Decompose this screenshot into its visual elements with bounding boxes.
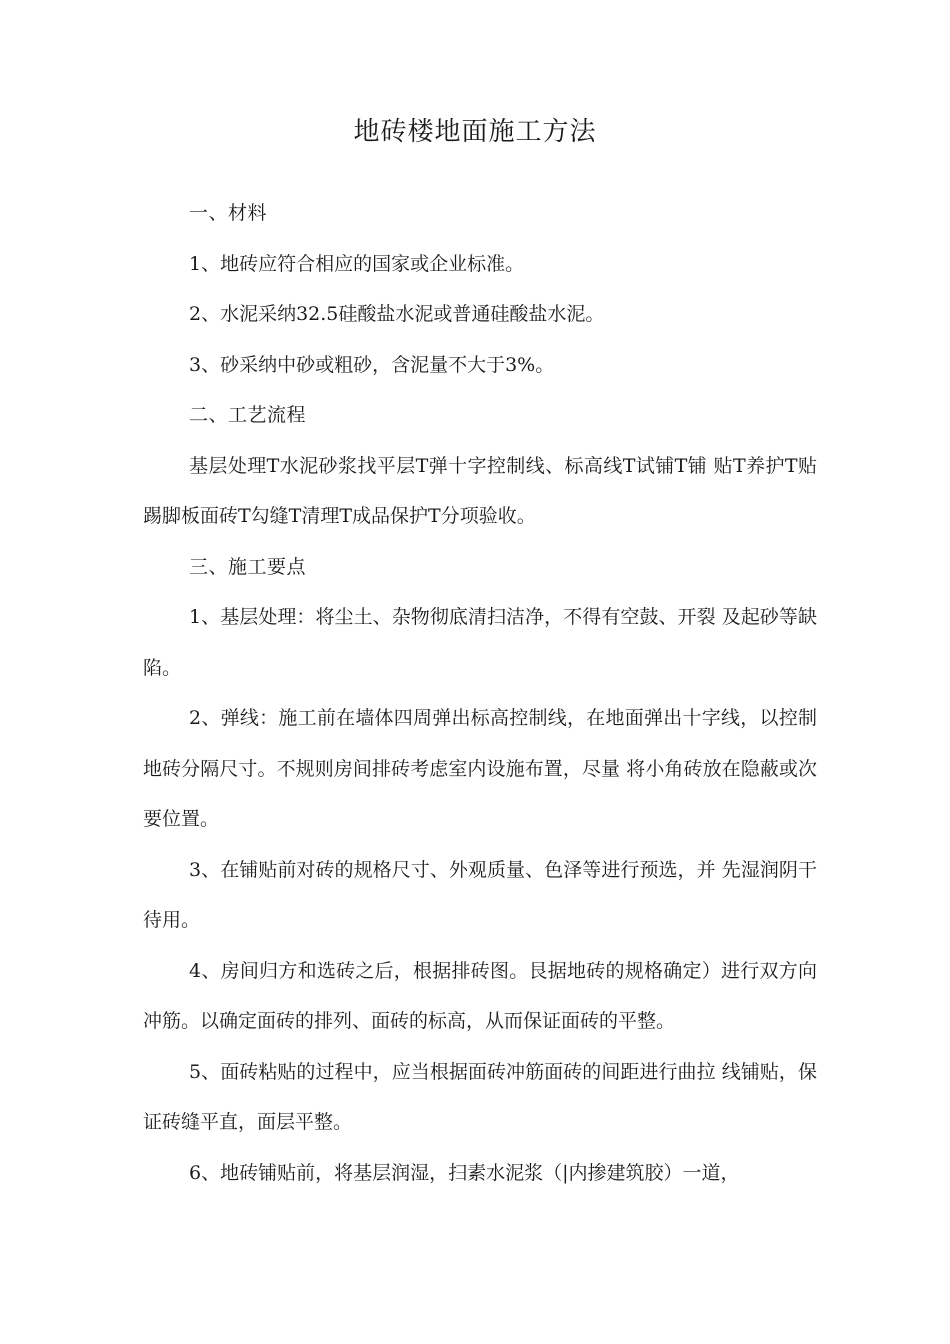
paragraph-material-1: 1、地砖应符合相应的国家或企业标准。	[189, 252, 525, 275]
paragraph-point-2: 2、弹线：施工前在墙体四周弹出标高控制线，在地面弹出十字线，以控制地砖分隔尺寸。不规则房间排砖考虑室内设施布置，尽量 将小角砖放在隐蔽或次要位置。	[143, 707, 817, 830]
section-heading-materials: 一、材料	[189, 202, 268, 224]
paragraph-material-3: 3、砂采纳中砂或粗砂，含泥量不大于3%。	[189, 353, 555, 376]
document-title: 地砖楼地面施工方法	[353, 117, 597, 147]
paragraph-point-6: 6、地砖铺贴前，将基层润湿，扫素水泥浆（|内掺建筑胶）一道，	[189, 1161, 740, 1184]
paragraph-point-5: 5、面砖粘贴的过程中，应当根据面砖冲筋面砖的间距进行曲拉 线铺贴，保证砖缝平直，面层平整。	[143, 1060, 817, 1133]
paragraph-process-flow: 基层处理T水泥砂浆找平层T弹十字控制线、标高线T试铺T铺 贴T养护T贴踢脚板面砖T勾缝T清理T成品保护T分项验收。	[143, 454, 817, 527]
paragraph-point-4: 4、房间归方和选砖之后，根据排砖图。艮据地砖的规格确定）进行双方向冲筋。以确定面砖的排列、面砖的标高，从而保证面砖的平整。	[143, 959, 817, 1032]
section-heading-process: 二、工艺流程	[189, 404, 307, 426]
document-body	[143, 188, 817, 1198]
section-heading-key-points: 三、施工要点	[189, 555, 307, 578]
paragraph-material-2: 2、水泥采纳32.5硅酸盐水泥或普通硅酸盐水泥。	[189, 303, 605, 325]
paragraph-point-3: 3、在铺贴前对砖的规格尺寸、外观质量、色泽等进行预选，并 先湿润阴干待用。	[143, 858, 817, 931]
paragraph-point-1: 1、基层处理：将尘土、杂物彻底清扫洁净，不得有空鼓、开裂 及起砂等缺陷。	[143, 606, 817, 679]
